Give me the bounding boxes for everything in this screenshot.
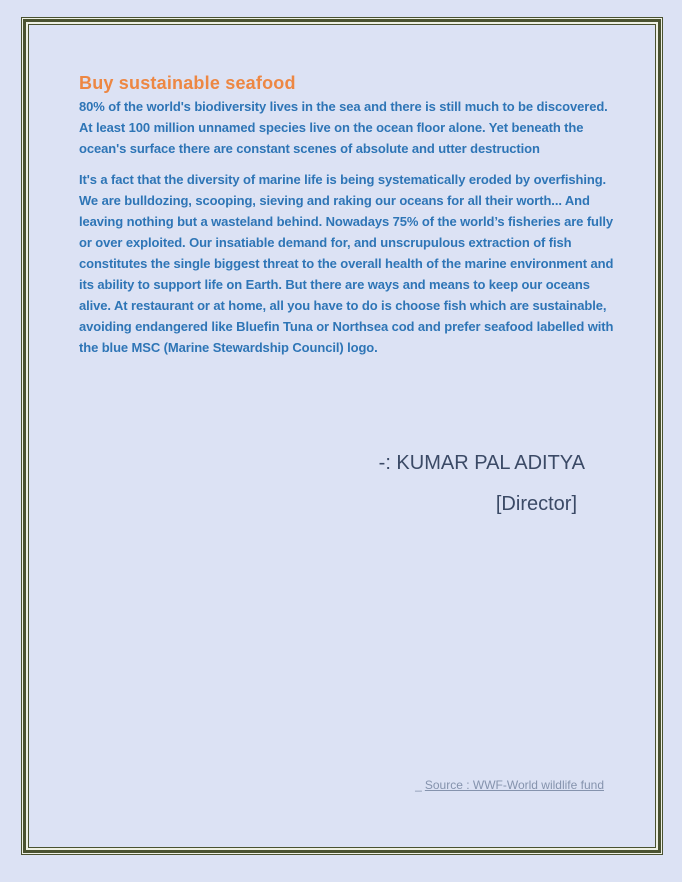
page-title: Buy sustainable seafood: [79, 73, 296, 93]
paragraph-intro: 80% of the world's biodiversity lives in the sea and there is still much to be discovered. At least 100 million unnamed species live on the ocean floor alone. Yet beneath the ocean's surface there are constant scenes of absolute and utter destruction: [79, 99, 608, 156]
page-content: [29, 25, 655, 847]
page-border-inner: [28, 24, 656, 848]
source-underscore: _: [415, 778, 422, 792]
paragraph-main: It's a fact that the diversity of marine life is being systematically eroded by overfishing. We are bulldozing, scooping, sieving and raking our oceans for all their worth... And leaving nothing but a wasteland behind. Nowadays 75% of the world’s fisheries are fully or over exploited. Our insatiable demand for, and unscrupulous extraction of fish constitutes the single biggest threat to the overall health of the marine environment and its ability to support life on Earth. But there are ways and means to keep our oceans alive. At restaurant or at home, all you have to do is choose fish which are sustainable, avoiding endangered like Bluefin Tuna or Northsea cod and prefer seafood labelled with the blue MSC (Marine Stewardship Council) logo.: [79, 172, 614, 355]
source-line: [415, 777, 604, 793]
signature-role: [Director]: [495, 493, 577, 515]
page-border-frame: [21, 17, 663, 855]
page-border-mid: [23, 19, 661, 853]
source-link[interactable]: Source : WWF-World wildlife fund: [424, 778, 604, 792]
signature-name: -: KUMAR PAL ADITYA: [378, 452, 585, 474]
